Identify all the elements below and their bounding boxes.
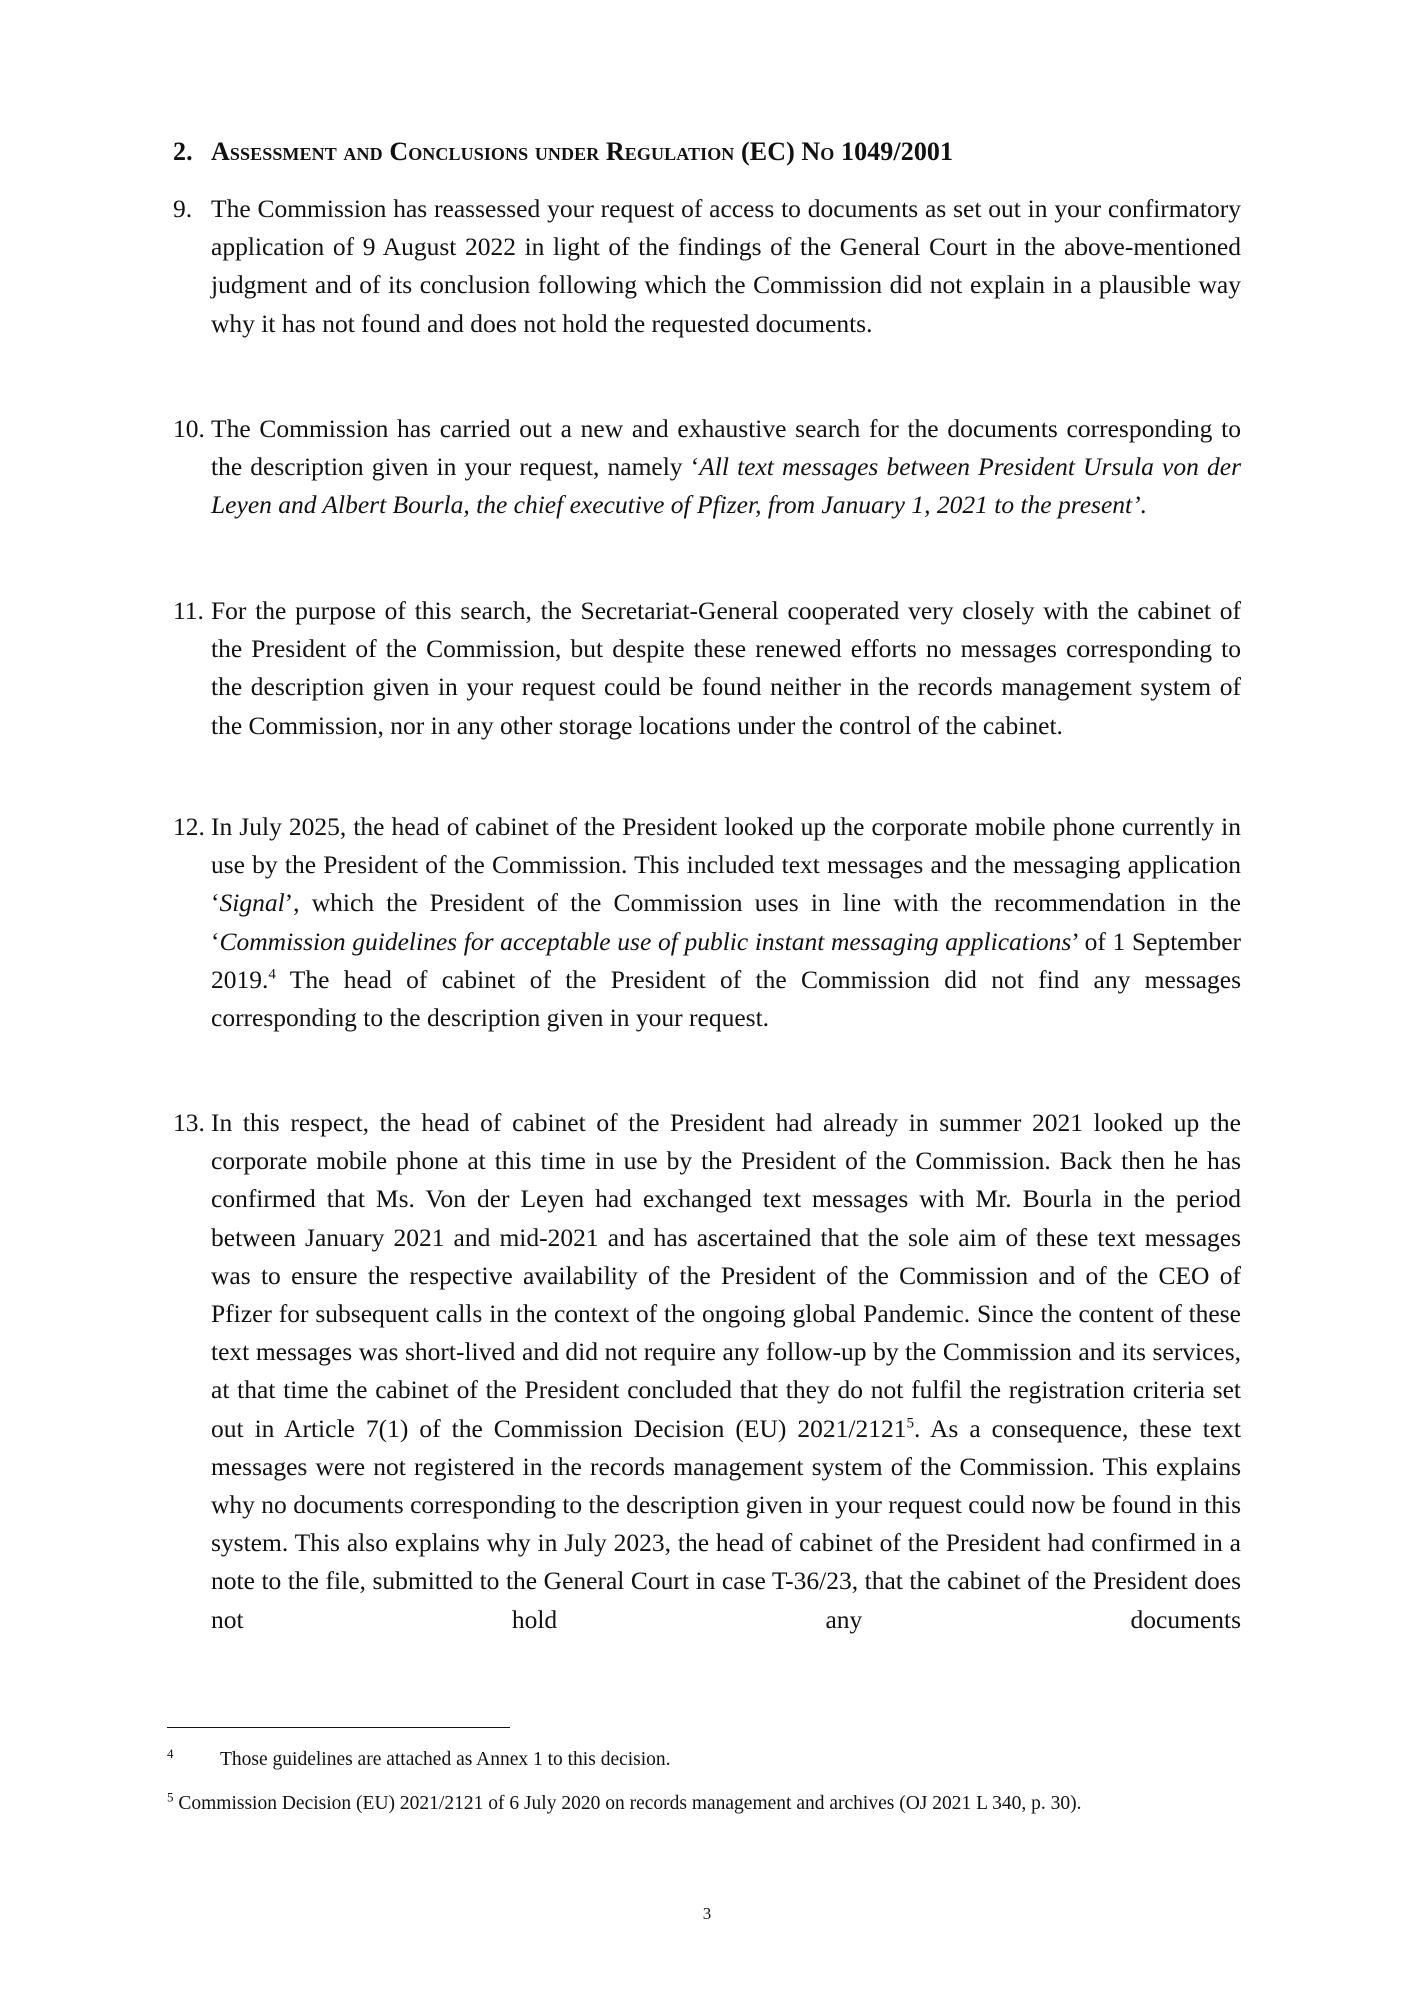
text-run: ’ of 1 September 2019. [211,926,1241,994]
section-heading [173,137,953,167]
paragraph-11 [173,592,1241,745]
footnote-text: Commission Decision (EU) 2021/2121 of 6 July 2020 on records management and archives (OJ 2021 L 340, p. 30). [173,1793,1082,1814]
paragraph-12 [173,808,1241,1037]
italic-quote: Commission guidelines for acceptable use of public instant messaging applications [219,926,1072,956]
paragraph-13 [173,1104,1241,1639]
paragraph-number: 10. [173,414,205,443]
footnote-text: Those guidelines are attached as Annex 1 to this decision. [220,1749,671,1770]
paragraph-9 [173,190,1241,343]
paragraph-number: 11. [173,596,204,625]
paragraph-10 [173,410,1241,525]
footnote-reference: 5 [906,1415,914,1432]
text-run: . As a consequence, these text messages were not registered in the records management system of the Commission. This explains why no documents corresponding to the description given in your request could now be found in this system. This also explains why in July 2023, the head of cabinet of the President had confirmed in a note to the file, submitted to the General Court in case T-36/23, that the cabinet of the President does not hold any documents [211,1413,1241,1634]
footnote-reference: 4 [268,966,276,983]
text-run: The head of cabinet of the President of the Commission did not find any messages corresponding to the description given in your request. [211,964,1241,1033]
footnote-mark: 4 [167,1746,174,1761]
footnote-4 [167,1746,1245,1773]
paragraph-body [211,592,1241,745]
paragraph-body [211,808,1241,1037]
italic-quote: Signal [219,888,285,918]
text-run: ’, which the President of the Commission uses in line with the recommendation in the ‘ [211,888,1241,956]
footnote-separator [167,1727,510,1728]
footnote-5 [167,1790,1245,1817]
footnote-mark: 5 [167,1789,174,1805]
paragraph-body [211,190,1241,343]
text-run: The Commission has reassessed your request of access to documents as set out in your confirmatory application of 9 August 2022 in light of the findings of the General Court in the above-mentioned judgment and of its conclusion following which the Commission did not explain in a plausible way why it has not found and does not hold the requested documents. [211,194,1241,338]
text-run: In July 2025, the head of cabinet of the President looked up the corporate mobile phone currently in use by the President of the Commission. This included text messages and the messaging application ‘ [211,812,1241,918]
paragraph-number: 13. [173,1108,205,1137]
paragraph-number: 12. [173,812,205,841]
italic-quote: All text messages between President Ursula von der Leyen and Albert Bourla, the chief executive of Pfizer, from January 1, 2021 to the present’. [211,452,1241,520]
text-run: In this respect, the head of cabinet of the President had already in summer 2021 looked up the corporate mobile phone at this time in use by the President of the Commission. Back then he has confirmed that Ms. Von der Leyen had exchanged text messages with Mr. Bourla in the period between January 2021 and mid-2021 and has ascertained that the sole aim of these text messages was to ensure the respective availability of the President of the Commission and of the CEO of Pfizer for subsequent calls in the context of the ongoing global Pandemic. Since the content of these text messages was short-lived and did not require any follow-up by the Commission and its services, at that time the cabinet of the President concluded that they do not fulfil the registration criteria set out in Article 7(1) of the Commission Decision (EU) 2021/2121 [211,1108,1241,1443]
text-run: For the purpose of this search, the Secretariat-General cooperated very closely with the cabinet of the President of the Commission, but despite these renewed efforts no messages corresponding to the description given in your request could be found neither in the records management system of the Commission, nor in any other storage locations under the control of the cabinet. [211,596,1241,740]
paragraph-number: 9. [173,194,193,223]
paragraph-body [211,1104,1241,1639]
paragraph-body [211,410,1241,525]
section-number: 2. [173,137,193,166]
page-number: 3 [702,1904,712,1923]
text-run: The Commission has carried out a new and exhaustive search for the documents corresponding to the description given in your request, namely ‘ [211,414,1241,482]
section-title: Assessment and Conclusions under Regulation (EC) No 1049/2001 [211,137,954,166]
